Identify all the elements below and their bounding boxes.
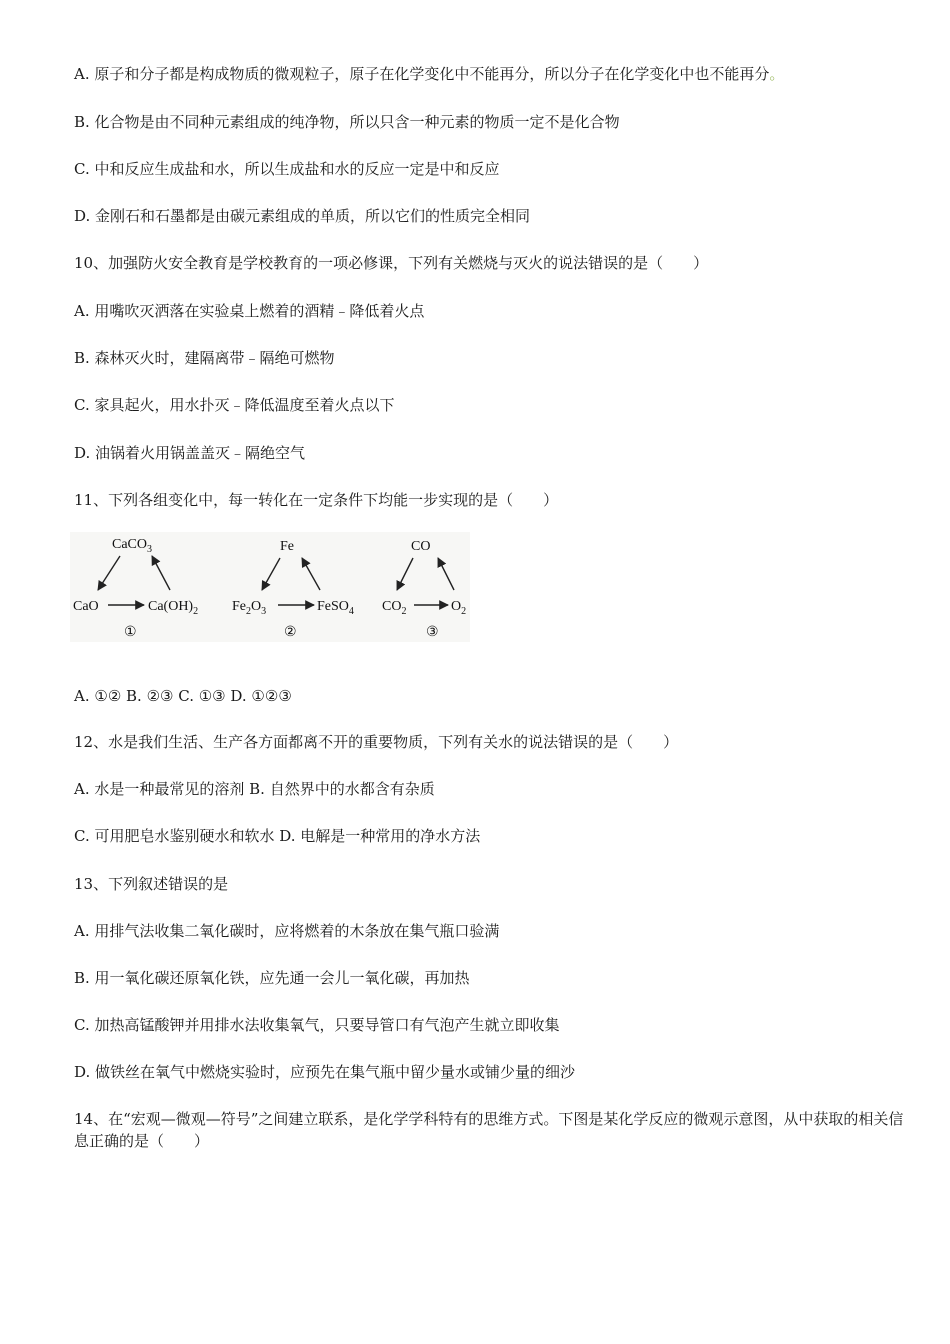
g3-right-label: $O_2$ <box>451 599 467 617</box>
g3-left-label: $CO_2$ <box>382 599 407 617</box>
q9-option-a-dot: 。 <box>769 65 785 83</box>
g3-number: ③ <box>426 625 439 640</box>
q9-option-d: D. 金刚石和石墨都是由碳元素组成的单质，所以它们的性质完全相同 <box>74 207 531 225</box>
q12-options-cd: C. 可用肥皂水鉴别硬水和软水 D. 电解是一种常用的净水方法 <box>74 827 481 845</box>
g2-number: ② <box>284 625 297 640</box>
q9-option-b: B. 化合物是由不同种元素组成的纯净物，所以只含一种元素的物质一定不是化合物 <box>74 113 620 131</box>
g1-right-label: $Ca(OH)_2$ <box>148 599 199 617</box>
q12-options-ab: A. 水是一种最常见的溶剂 B. 自然界中的水都含有杂质 <box>74 780 435 798</box>
q13-option-a: A. 用排气法收集二氧化碳时，应将燃着的木条放在集气瓶口验满 <box>74 922 500 940</box>
q13-option-c: C. 加热高锰酸钾并用排水法收集氧气，只要导管口有气泡产生就立即收集 <box>74 1016 560 1034</box>
q14-stem: 14、在“宏观—微观—符号”之间建立联系，是化学学科特有的思维方式。下图是某化学反应的微观示意图，从中获取的相关信息正确的是（ ） <box>74 1110 904 1150</box>
q10-option-a: A. 用嘴吹灭洒落在实验桌上燃着的酒精﹣降低着火点 <box>74 302 425 320</box>
g1-number: ① <box>124 625 137 640</box>
q10-option-b: B. 森林灭火时，建隔离带﹣隔绝可燃物 <box>74 349 335 367</box>
q13-option-b: B. 用一氧化碳还原氧化铁，应先通一会儿一氧化碳，再加热 <box>74 969 470 987</box>
g1-top-label: CaCO$_3$ <box>112 537 152 555</box>
q10-stem: 10、加强防火安全教育是学校教育的一项必修课，下列有关燃烧与灭火的说法错误的是（ ） <box>74 254 709 272</box>
q12-stem: 12、水是我们生活、生产各方面都离不开的重要物质，下列有关水的说法错误的是（ ） <box>74 733 679 751</box>
q9-option-c: C. 中和反应生成盐和水，所以生成盐和水的反应一定是中和反应 <box>74 160 500 178</box>
q11-conversion-diagram <box>70 532 470 642</box>
q9-option-a <box>74 64 784 84</box>
q13-option-d: D. 做铁丝在氧气中燃烧实验时，应预先在集气瓶中留少量水或铺少量的细沙 <box>74 1063 576 1081</box>
q13-stem: 13、下列叙述错误的是 <box>74 875 229 893</box>
q9-option-a-text: A. 原子和分子都是构成物质的微观粒子，原子在化学变化中不能再分，所以分子在化学变化中也不能再分 <box>74 65 770 83</box>
g3-top-label: CO <box>411 539 431 554</box>
q10-option-c: C. 家具起火，用水扑灭﹣降低温度至着火点以下 <box>74 396 395 414</box>
q11-stem: 11、下列各组变化中，每一转化在一定条件下均能一步实现的是（ ） <box>74 491 559 509</box>
g2-top-label: Fe <box>280 539 294 554</box>
q11-options: A. ①② B. ②③ C. ①③ D. ①②③ <box>74 687 292 705</box>
g1-left-label: CaO <box>73 599 99 614</box>
g2-left-label: $Fe_2O_3$ <box>232 599 267 617</box>
g2-right-label: FeSO$_4$ <box>317 599 354 617</box>
q10-option-d: D. 油锅着火用锅盖盖灭﹣隔绝空气 <box>74 444 306 462</box>
